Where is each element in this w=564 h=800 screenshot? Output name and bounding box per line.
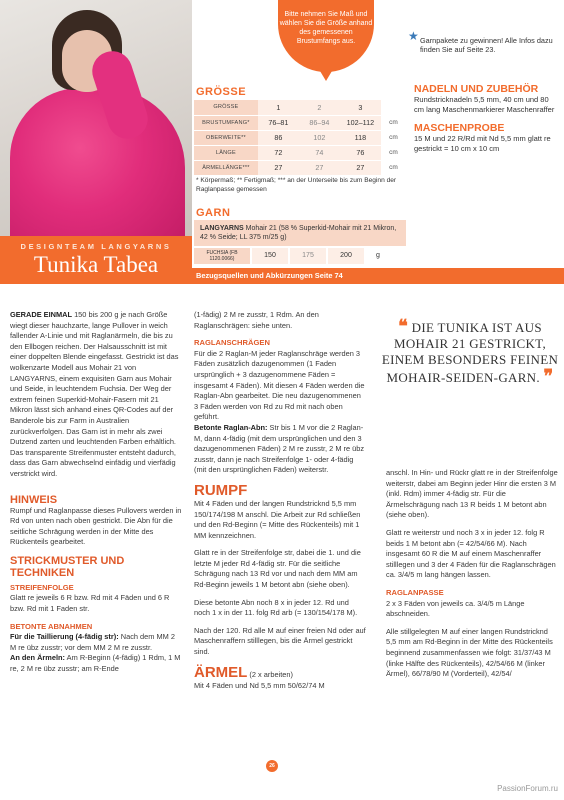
size-row-label: ÄRMELLÄNGE*** [194,160,258,175]
size-cell: 74 [299,145,340,160]
needles-text: Rundstricknadeln 5,5 mm, 40 cm und 80 cm lang Maschenmarkierer Maschenraffer [414,95,555,114]
giveaway-text: Garnpakete zu gewinnen! Alle Infos dazu finden Sie auf Seite 23. [420,36,553,54]
pattern-title: Tunika Tabea [33,252,159,277]
size-table [194,100,406,176]
raglanpasse-p2: Alle stillgelegten M auf einer langen Rundstricknd 5,5 mm am Rd-Beginn in der Mitte des Rückenteils beginnend zusammenfassen wie folgt: 31/37/43 M (linke Hälfte des Rückenteils), 42/54/66 M (linker Ärmel), 66/78/90 M (Vorderteil), 42/54/ [386,626,553,679]
giveaway-note [408,29,560,72]
reference-bar: Bezugsquellen und Abkürzungen Seite 74 [192,268,564,284]
yarn-unit: g [366,248,390,264]
size-row [194,145,406,160]
size-cell: 27 [258,160,299,175]
size-cell: 27 [299,160,340,175]
column-3 [386,468,558,687]
pull-quote: ❝ DIE TUNIKA IST AUS MOHAIR 21 GESTRICKT, EINEM BESONDERS FEINEN MOHAIR-SEIDEN-GARN. ❞ [381,316,559,386]
quote-open-icon: ❝ [398,316,409,336]
needles-section [414,84,560,154]
page-number: 26 [266,760,278,772]
needles-heading: NADELN UND ZUBEHÖR [414,83,539,95]
designer-label: DESIGNTEAM LANGYARNS [20,242,172,251]
pink-sweater [10,88,185,236]
star-icon: ★ [408,29,419,43]
quote-close-icon: ❞ [543,366,554,386]
raglan-abn: Betonte Raglan-Abn: Str bis 1 M vor die 2 Raglan-M, dann 4-fädig (mit dem ursprünglichen und den 3 dazugenommenen Fäden) 2 M re zusstr, 2 M re übz zusstr, dann je nach Streifenfolge 1- oder 4-fädig (mit den ursprünglichen Fäden) weiterstr. [194,422,365,475]
stripe-text: Glatt re jeweils 6 R bzw. Rd mit 4 Fäden und 6 R bzw. Rd mit 1 Faden str. [10,593,170,614]
gauge-text: 15 M und 22 R/Rd mit Nd 5,5 mm glatt re gestrickt = 10 cm x 10 cm [414,134,551,153]
column-2 [194,310,366,691]
col3-p2: Glatt re weiterstr und noch 3 x in jeder 12. folg R beids 1 M betont abn (= 42/54/66 M). Nach insgesamt 60 R die M auf einem Maschenraffer stilllegen und 3 der 4 Fäden für die Raglanschrägen ca. 3/4/5 m lang hängen lassen. [386,527,556,580]
size-row-label: LÄNGE [194,145,258,160]
raglan-text: Für die 2 Raglan-M jeder Raglanschräge werden 3 Fäden zusätzlich dazugenommen (1 Faden ursprünglich + 3 dazugenommene Fäden = insgesamt 4 Fäden). Mit diesen 4 Fäden werden die Raglan-Abn gearbeitet. Die neu dazugenommenen 3 Fäden werden von Rd zu Rd mit nach oben geführt. [194,348,365,422]
size-unit: cm [381,160,406,175]
decrease-waist: Für die Taillierung (4-fädig str): Nach dem MM 2 M re übz zusstr; vor dem MM 2 M re zusstr. [10,632,175,652]
size-hint-bubble: Bitte nehmen Sie Maß und wählen Sie die Größe anhand des gemessenen Brustumfangs aus. [278,0,374,72]
raglan-heading: RAGLANSCHRÄGEN [194,338,270,348]
size-cell: 1 [258,100,299,115]
rumpf-p2: Glatt re in der Streifenfolge str, dabei die 1. und die letzte M jeder Rd 4-fädig str. Für die seitliche Schrägung nach 13 Rd vor und nach dem MM am Rd-Beginn jeweils 1 M betont abn (siehe oben). [194,548,361,590]
rumpf-p3: Diese betonte Abn noch 8 x in jeder 12. Rd und noch 1 x in der 11. folg Rd arb (= 130/154/178 M). [194,597,358,618]
arm-heading-row: ÄRMEL (2 x arbeiten) [194,663,293,681]
size-cell: 72 [258,145,299,160]
decrease-sleeves: An den Ärmeln: Am R-Beginn (4-fädig) 1 Rdm, 1 M re, 2 M re übz zusstr; am R-Ende [10,653,181,674]
size-row [194,160,406,175]
gauge-heading: MASCHENPROBE [414,122,505,134]
yarn-amount-2: 175 [290,248,326,264]
size-cell: 86 [258,130,299,145]
size-cell: 86–94 [299,115,340,130]
size-cell: 2 [299,100,340,115]
size-cell: 76–81 [258,115,299,130]
arm-p1: Mit 4 Fäden und Nd 5,5 mm 50/62/74 M [194,680,325,690]
yarn-amount-1: 150 [252,248,288,264]
size-unit: cm [381,145,406,160]
size-cell: 76 [340,145,381,160]
size-row-label: OBERWEITE** [194,130,258,145]
intro-paragraph: GERADE EINMAL 150 bis 200 g je nach Größe wiegt dieser hauchzarte, lange Pullover in weich fallender A-Linie und mit Raglanärmeln, die bis zu den Ellbogen reichen. Der Halsausschnitt ist mit einer doppelten Blende eingefasst. Gestrickt ist das wolkenzarte Modell aus Mohair 21 von LANGYARNS, einem exquisiten Garn aus Mohair und Seide, in leuchtendem Fuchsia. Der Weg der extrem feinen Superkid-Mohair-Fasern mit 21 Mikron lässt sich anhand eines QR-Codes auf der Banderole bis zur Farm in Australien zurückverfolgen. Das Garn ist in mehr als zwei Dutzend zarten und leuchtenden Farben erhältlich. Das transparente Streifenmuster entsteht dadurch, dass das Garn abwechselnd einfädig und vierfädig verstrickt wird. [10,310,179,478]
size-unit: cm [381,130,406,145]
size-cell: 118 [340,130,381,145]
rumpf-p1: Mit 4 Fäden und der langen Rundstricknd 5,5 mm 150/174/198 M anschl. Die Arbeit zur Rd schließen und den Rd-Beginn (= Mitte des Rückenteils) mit 1 MM kennzeichnen. [194,498,361,540]
rumpf-heading: RUMPF [194,481,248,499]
watermark: PassionForum.ru [497,784,558,793]
size-unit [381,100,406,115]
decrease-heading: BETONTE ABNAHMEN [10,621,93,631]
size-heading: GRÖSSE [196,86,247,98]
size-unit: cm [381,115,406,130]
size-cell: 3 [340,100,381,115]
size-row [194,130,406,145]
col2-intro: (1-fädig) 2 M re zusstr, 1 Rdm. An den Raglanschrägen: siehe unten. [194,310,319,330]
size-row [194,115,406,130]
size-row-label: GRÖSSE [194,100,258,115]
size-row-label: BRUSTUMFANG* [194,115,258,130]
model-photo [0,0,192,236]
size-cell: 102–112 [340,115,381,130]
hint-heading: HINWEIS [10,493,58,506]
size-note: * Körpermaß; ** Fertigmaß; *** an der Unterseite bis zum Beginn der Raglanpasse gemessen [196,177,397,193]
yarn-color-label: FUCHSIA (FB 1120.0066) [194,248,250,264]
raglanpasse-heading: RAGLANPASSE [386,587,444,597]
hint-text: Rumpf und Raglanpasse dieses Pullovers werden in Rd von unten nach oben gestrickt. Die Abn für die seitliche Schrägung werden in der Mitte des Rückenteils gearbeitet. [10,505,182,547]
column-1 [10,310,182,675]
yarn-table [194,220,406,264]
col3-p1: anschl. In Hin- und Rückr glatt re in der Streifenfolge weiterstr, dabei am Beginn jeder Hinr die ersten 3 M (inkl. Rdm) immer 4-fädig str. Für die Ärmelschrägung nach 13 R beids 1 M betont abn (siehe oben). [386,468,558,520]
yarn-description: LANGYARNS Mohair 21 (58 % Superkid-Mohair mit 21 Mikron, 42 % Seide; LL 375 m/25 g) [194,220,406,246]
yarn-heading: GARN [196,207,231,219]
size-row [194,100,406,115]
pattern-heading: STRICKMUSTER UND TECHNIKEN [10,554,125,579]
yarn-amount-3: 200 [328,248,364,264]
raglanpasse-p1: 2 x 3 Fäden von jeweils ca. 3/4/5 m Länge abschneiden. [386,598,525,619]
rumpf-p4: Nach der 120. Rd alle M auf einer freien Nd oder auf Maschenraffern stilllegen, bis die Ärmel gestrickt sind. [194,625,366,657]
size-cell: 102 [299,130,340,145]
stripe-heading: STREIFENFOLGE [10,582,74,592]
size-cell: 27 [340,160,381,175]
